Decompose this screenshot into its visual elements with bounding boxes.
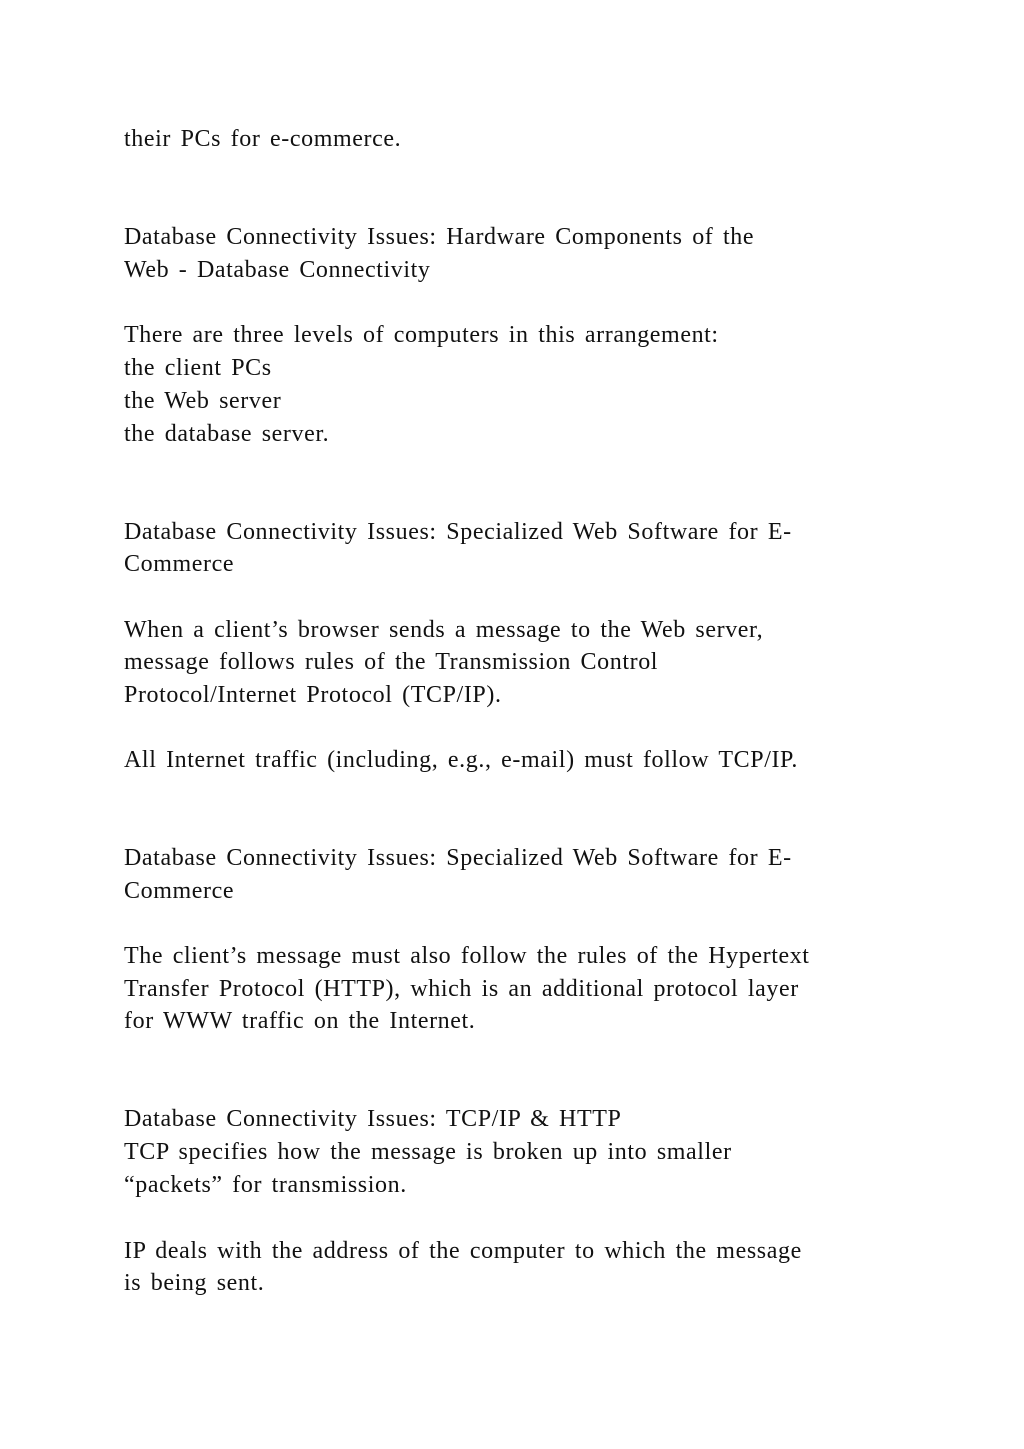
text-line: the client PCs <box>124 355 272 381</box>
text-line: When a client’s browser sends a message to the Web server, <box>124 617 764 643</box>
text-line: IP deals with the address of the computer to which the message <box>124 1238 802 1264</box>
text-line: Protocol/Internet Protocol (TCP/IP). <box>124 682 502 708</box>
text-line: All Internet traffic (including, e.g., e-mail) must follow TCP/IP. <box>124 747 798 773</box>
text-line: for WWW traffic on the Internet. <box>124 1008 476 1034</box>
text-line: the Web server <box>124 388 282 414</box>
section-heading: Database Connectivity Issues: TCP/IP & HTTP <box>124 1106 622 1132</box>
text-line: TCP specifies how the message is broken up into smaller <box>124 1139 732 1165</box>
text-line: message follows rules of the Transmission Control <box>124 649 659 675</box>
section-heading: Commerce <box>124 551 235 577</box>
text-line: their PCs for e-commerce. <box>124 126 402 152</box>
section-heading: Commerce <box>124 878 235 904</box>
section-heading: Database Connectivity Issues: Specialized Web Software for E- <box>124 519 792 545</box>
text-line: the database server. <box>124 421 330 447</box>
text-line: There are three levels of computers in this arrangement: <box>124 322 719 348</box>
section-heading: Database Connectivity Issues: Specialized Web Software for E- <box>124 845 792 871</box>
text-line: “packets” for transmission. <box>124 1172 407 1198</box>
text-line: Transfer Protocol (HTTP), which is an additional protocol layer <box>124 976 799 1002</box>
text-line: The client’s message must also follow the rules of the Hypertext <box>124 943 810 969</box>
section-heading: Database Connectivity Issues: Hardware Components of the <box>124 224 755 250</box>
section-heading: Web - Database Connectivity <box>124 257 431 283</box>
text-line: is being sent. <box>124 1270 265 1296</box>
